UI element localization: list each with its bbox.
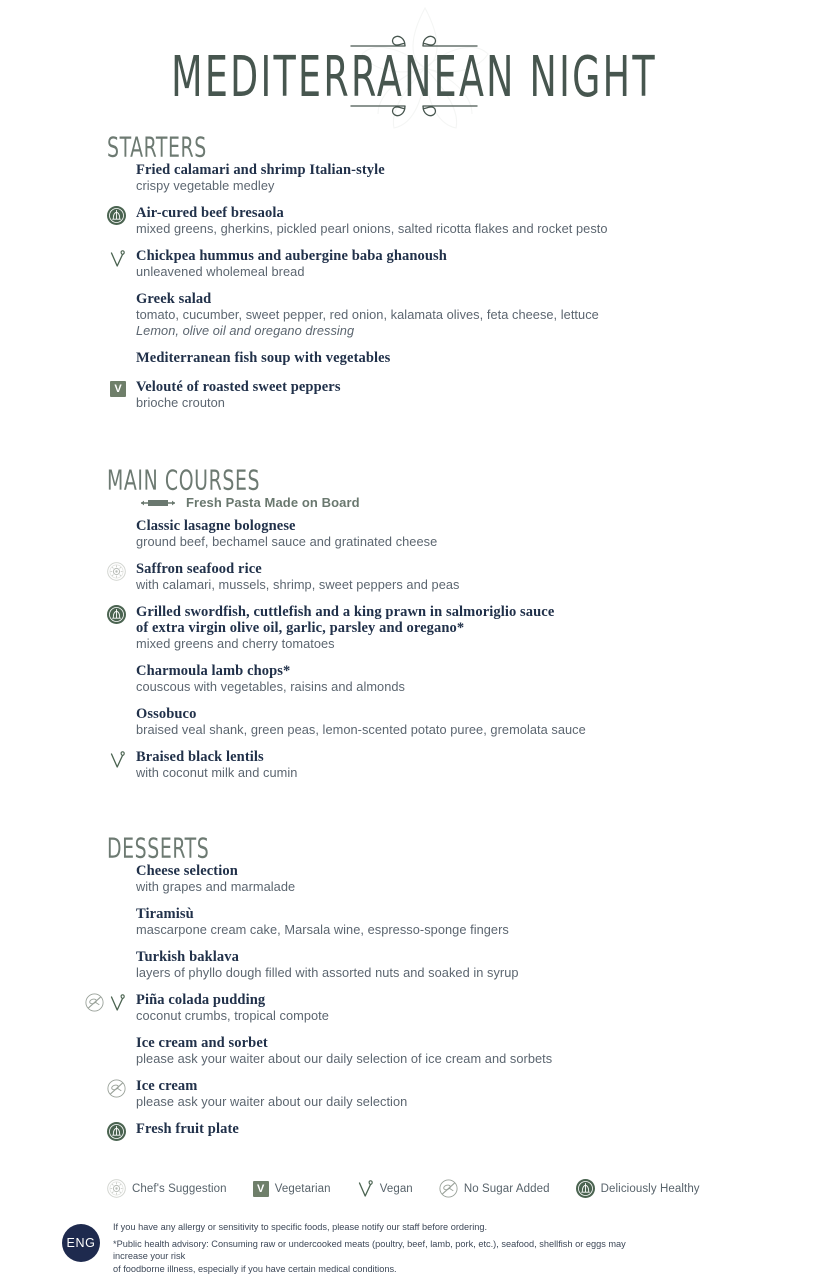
dish-description: mixed greens, gherkins, pickled pearl onions, salted ricotta flakes and rocket pesto	[136, 221, 608, 236]
dish-name: Ossobuco	[136, 706, 197, 722]
health-advisory-line1: *Public health advisory: Consuming raw or undercooked meats (poultry, beef, lamb, pork, etc.), seafood, shellfish or eggs may increase your risk	[113, 1238, 626, 1263]
dish-name: Chickpea hummus and aubergine baba ghanoush	[136, 248, 447, 264]
dish-name: Grilled swordfish, cuttlefish and a king prawn in salmoriglio sauce	[136, 604, 555, 620]
item-icon-group	[0, 247, 130, 269]
vegan-icon	[109, 249, 126, 268]
item-icon-group	[0, 905, 130, 927]
no-sugar-added-icon	[85, 993, 104, 1012]
legend-item-deliciously-healthy	[576, 1179, 700, 1198]
dish-description: mascarpone cream cake, Marsala wine, espresso-sponge fingers	[136, 922, 509, 937]
menu-item[interactable]	[0, 949, 828, 981]
dish-description: unleavened wholemeal bread	[136, 264, 305, 279]
menu-item[interactable]	[0, 350, 828, 368]
vegetarian-icon: V	[253, 1181, 269, 1197]
dish-name: Fried calamari and shrimp Italian-style	[136, 162, 385, 178]
dish-name: Classic lasagne bolognese	[136, 518, 296, 534]
dish-name: Tiramisù	[136, 906, 194, 922]
menu-item[interactable]	[0, 1035, 828, 1067]
footer-text-block	[113, 1222, 678, 1276]
menu-item[interactable]	[0, 518, 828, 550]
menu-item[interactable]	[0, 561, 828, 593]
item-icon-group	[0, 560, 130, 582]
dish-description-secondary: Lemon, olive oil and oregano dressing	[136, 323, 355, 338]
deliciously-healthy-icon	[107, 206, 126, 225]
section-title-desserts: DESSERTS	[107, 833, 210, 865]
item-icon-group	[0, 161, 130, 183]
dish-description: with grapes and marmalade	[136, 879, 296, 894]
starters-item-list	[0, 162, 828, 411]
legend	[107, 1179, 828, 1198]
dish-description: tomato, cucumber, sweet pepper, red onion, kalamata olives, feta cheese, lettuce	[136, 307, 599, 322]
dish-name: Mediterranean fish soup with vegetables	[136, 350, 391, 366]
legend-item-no-sugar-added	[439, 1179, 550, 1198]
dish-name: Cheese selection	[136, 863, 238, 879]
dish-name: Fresh fruit plate	[136, 1121, 239, 1137]
dish-name: Ice cream and sorbet	[136, 1035, 268, 1051]
dish-name: Charmoula lamb chops*	[136, 663, 291, 679]
section-title-main-courses: MAIN COURSES	[107, 465, 261, 497]
dish-description: couscous with vegetables, raisins and almonds	[136, 679, 405, 694]
chefs-suggestion-icon	[107, 1179, 126, 1198]
item-icon-group	[0, 1077, 130, 1099]
menu-item[interactable]	[0, 663, 828, 695]
menu-item[interactable]	[0, 706, 828, 738]
no-sugar-added-icon	[439, 1179, 458, 1198]
legend-label: Deliciously Healthy	[600, 1182, 700, 1195]
item-icon-group	[0, 290, 130, 312]
legend-label: No Sugar Added	[463, 1182, 550, 1195]
dish-description: layers of phyllo dough filled with assorted nuts and soaked in syrup	[136, 965, 519, 980]
item-icon-group	[0, 991, 130, 1013]
dish-name: Velouté of roasted sweet peppers	[136, 379, 341, 395]
dish-name: Ice cream	[136, 1078, 198, 1094]
vegan-icon	[109, 750, 126, 769]
item-icon-group	[0, 705, 130, 727]
item-icon-group	[0, 517, 130, 539]
main-courses-item-list	[0, 518, 828, 781]
item-icon-group	[0, 1034, 130, 1056]
menu-item[interactable]	[0, 992, 828, 1024]
menu-item[interactable]	[0, 749, 828, 781]
dish-name: Braised black lentils	[136, 749, 264, 765]
section-desserts	[0, 833, 828, 1139]
deliciously-healthy-icon	[107, 1122, 126, 1141]
item-icon-group	[0, 603, 130, 625]
dish-description: please ask your waiter about our daily selection of ice cream and sorbets	[136, 1051, 553, 1066]
desserts-item-list	[0, 863, 828, 1139]
dish-description: brioche crouton	[136, 395, 225, 410]
item-icon-group	[0, 349, 130, 371]
menu-item[interactable]	[0, 205, 828, 237]
dish-name: Saffron seafood rice	[136, 561, 262, 577]
vegan-icon	[109, 993, 126, 1012]
dish-name: Turkish baklava	[136, 949, 239, 965]
dish-description: mixed greens and cherry tomatoes	[136, 636, 335, 651]
menu-header	[0, 0, 828, 128]
legend-item-chefs-suggestion	[107, 1179, 227, 1198]
language-badge[interactable]: ENG	[62, 1224, 100, 1262]
page-title: MEDITERRANEAN NIGHT	[171, 44, 657, 111]
item-icon-group	[0, 662, 130, 684]
menu-item[interactable]	[0, 291, 828, 339]
section-main-courses	[0, 465, 828, 781]
menu-item[interactable]	[0, 1121, 828, 1139]
vegan-icon	[357, 1179, 374, 1198]
dish-description: please ask your waiter about our daily selection	[136, 1094, 408, 1109]
dish-description: coconut crumbs, tropical compote	[136, 1008, 329, 1023]
dish-name: Air-cured beef bresaola	[136, 205, 284, 221]
no-sugar-added-icon	[107, 1079, 126, 1098]
menu-item[interactable]	[0, 863, 828, 895]
section-starters	[0, 132, 828, 411]
item-icon-group	[0, 378, 130, 400]
dish-name: Greek salad	[136, 291, 212, 307]
dish-description: braised veal shank, green peas, lemon-scented potato puree, gremolata sauce	[136, 722, 586, 737]
legend-label: Chef's Suggestion	[132, 1182, 227, 1195]
rolling-pin-icon	[136, 498, 180, 508]
dish-name: Piña colada pudding	[136, 992, 266, 1008]
health-advisory-line2: of foodborne illness, especially if you have certain medical conditions.	[113, 1263, 397, 1275]
menu-item[interactable]	[0, 906, 828, 938]
legend-label: Vegan	[379, 1182, 413, 1195]
section-title-starters: STARTERS	[107, 132, 207, 164]
title-block	[0, 33, 828, 119]
fresh-pasta-subheading-label: Fresh Pasta Made on Board	[186, 495, 360, 510]
menu-item[interactable]	[0, 604, 828, 652]
legend-item-vegan	[357, 1179, 413, 1198]
fresh-pasta-subheading	[0, 495, 828, 510]
chefs-suggestion-icon	[107, 562, 126, 581]
item-icon-group	[0, 862, 130, 884]
dish-description: ground beef, bechamel sauce and gratinated cheese	[136, 534, 438, 549]
legend-label: Vegetarian	[274, 1182, 331, 1195]
menu-item[interactable]	[0, 248, 828, 280]
dish-description: crispy vegetable medley	[136, 178, 275, 193]
deliciously-healthy-icon	[107, 605, 126, 624]
allergy-notice: If you have any allergy or sensitivity to specific foods, please notify our staff before ordering.	[113, 1222, 488, 1233]
vegetarian-icon: V	[110, 381, 126, 397]
dish-description: with coconut milk and cumin	[136, 765, 298, 780]
item-icon-group	[0, 948, 130, 970]
menu-item[interactable]	[0, 379, 828, 411]
dish-name-line2: of extra virgin olive oil, garlic, parsley and oregano*	[136, 620, 465, 636]
menu-item[interactable]	[0, 162, 828, 194]
menu-item[interactable]	[0, 1078, 828, 1110]
item-icon-group	[0, 204, 130, 226]
deliciously-healthy-icon	[576, 1179, 595, 1198]
legend-item-vegetarian	[253, 1181, 331, 1197]
dish-description: with calamari, mussels, shrimp, sweet peppers and peas	[136, 577, 460, 592]
footer	[0, 1222, 828, 1276]
item-icon-group	[0, 748, 130, 770]
